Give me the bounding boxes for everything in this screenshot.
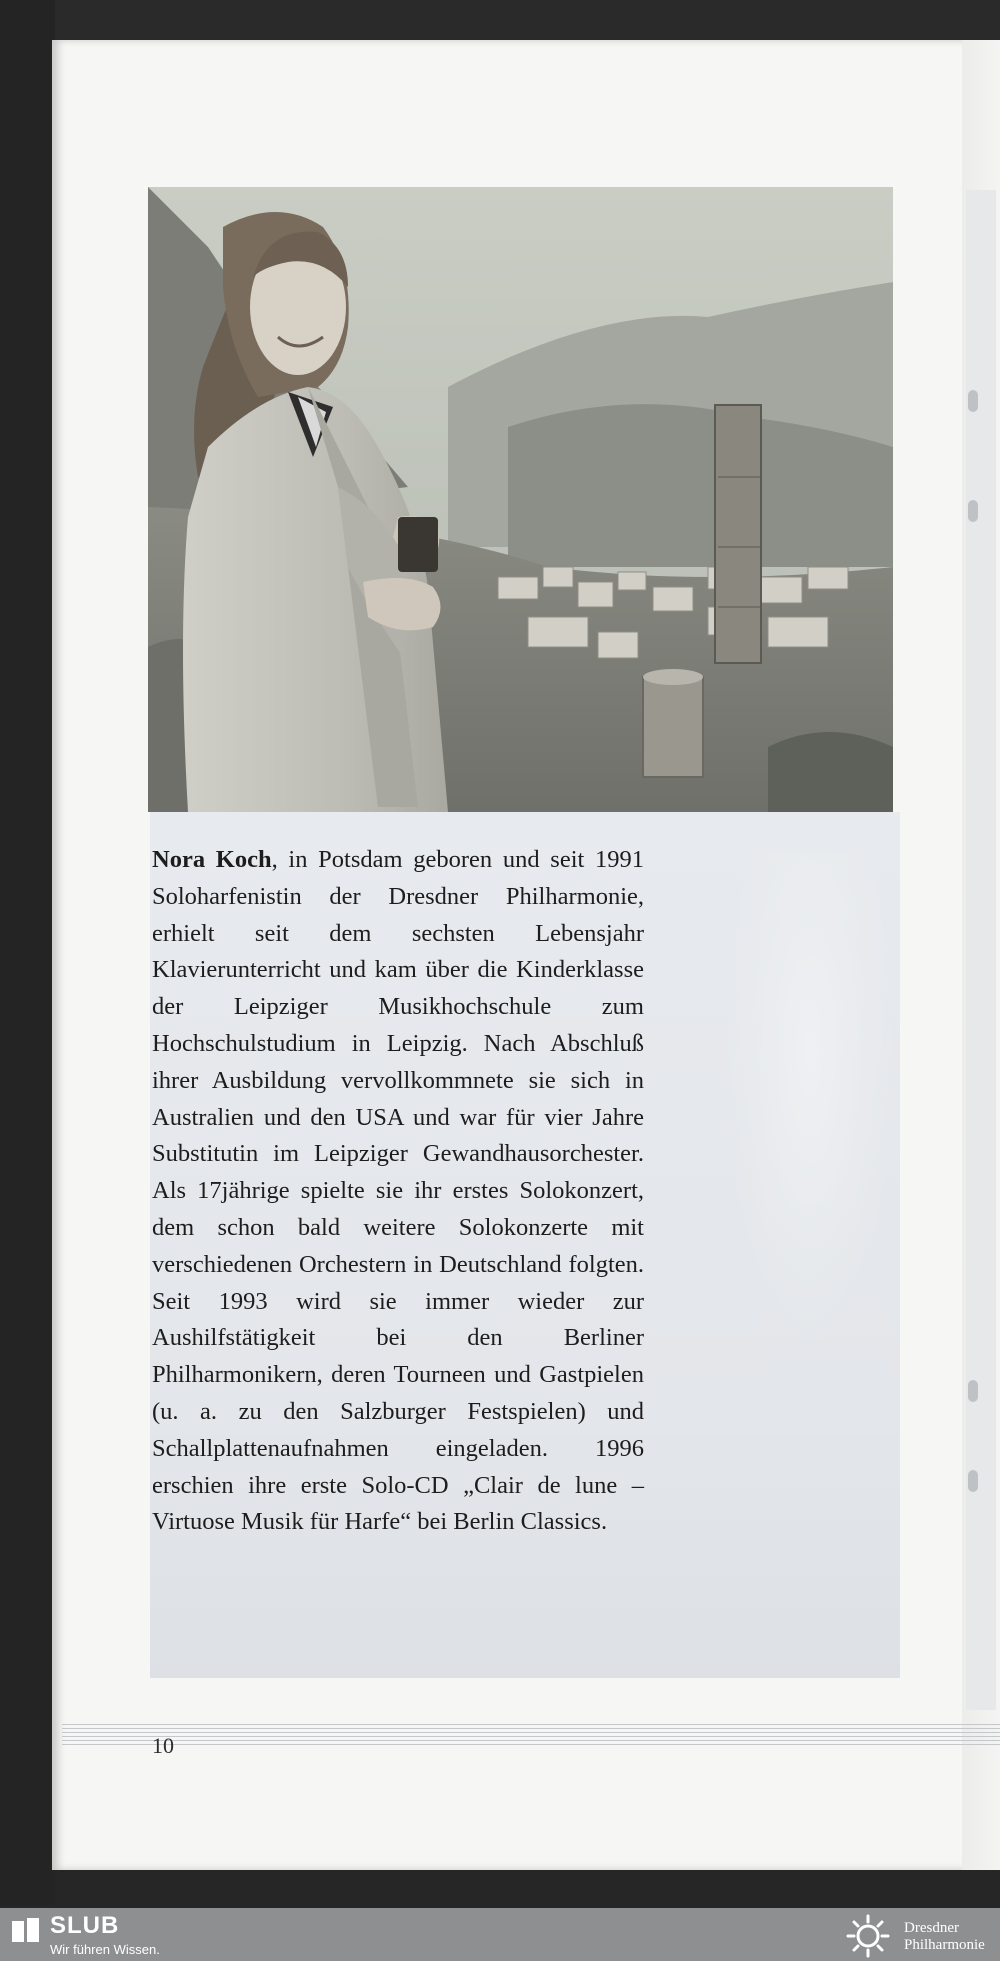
footer-rules bbox=[62, 1724, 1000, 1764]
partner-name-line2: Philharmonie bbox=[904, 1937, 985, 1953]
biography-paragraph bbox=[152, 842, 644, 1541]
portrait-photo bbox=[148, 187, 893, 812]
sun-logo-icon bbox=[842, 1914, 894, 1958]
artist-name: Nora Koch bbox=[152, 846, 272, 873]
next-page-edge bbox=[962, 40, 1000, 1870]
library-footer-bar bbox=[0, 1908, 1000, 1961]
scan-background-left bbox=[0, 0, 55, 1905]
biography-text: , in Potsdam geboren und seit 1991 Soloharfenistin der Dresdner Philharmonie, erhielt seit dem sechsten Lebensjahr Klavierunterricht und kam über die Kinderklasse der Leipziger Musikhochschule zum Hochschulstudium in Leipzig. Nach Abschluß ihrer Ausbildung vervollkommnete sie sich in Australien und den USA und war für vier Jahre Substitutin im Leipziger Gewandhausorchester. Als 17jährige spielte sie ihr erstes Solokonzert, dem schon bald weitere Solokonzerte mit verschiedenen Orchestern in Deutschland folgten. Seit 1993 wird sie immer wieder zur Aushilfstätigkeit bei den Berliner Philharmonikern, deren Tourneen und Gastpielen (u. a. zu den Salzburger Festspielen) und Schallplattenaufnahmen eingeladen. 1996 erschien ihre erste Solo-CD „Clair de lune – Virtuose Musik für Harfe“ bei Berlin Classics. bbox=[152, 846, 645, 1536]
slub-tagline: Wir führen Wissen. bbox=[50, 1942, 160, 1957]
ruins-landscape-photo bbox=[148, 187, 893, 812]
faded-background-figure bbox=[725, 852, 895, 1352]
book-icon bbox=[12, 1918, 40, 1944]
partner-name-line1: Dresdner bbox=[904, 1920, 959, 1936]
scan-background-top bbox=[0, 0, 1000, 40]
slub-logo-text: SLUB bbox=[50, 1912, 120, 1939]
page-number: 10 bbox=[152, 1733, 174, 1758]
